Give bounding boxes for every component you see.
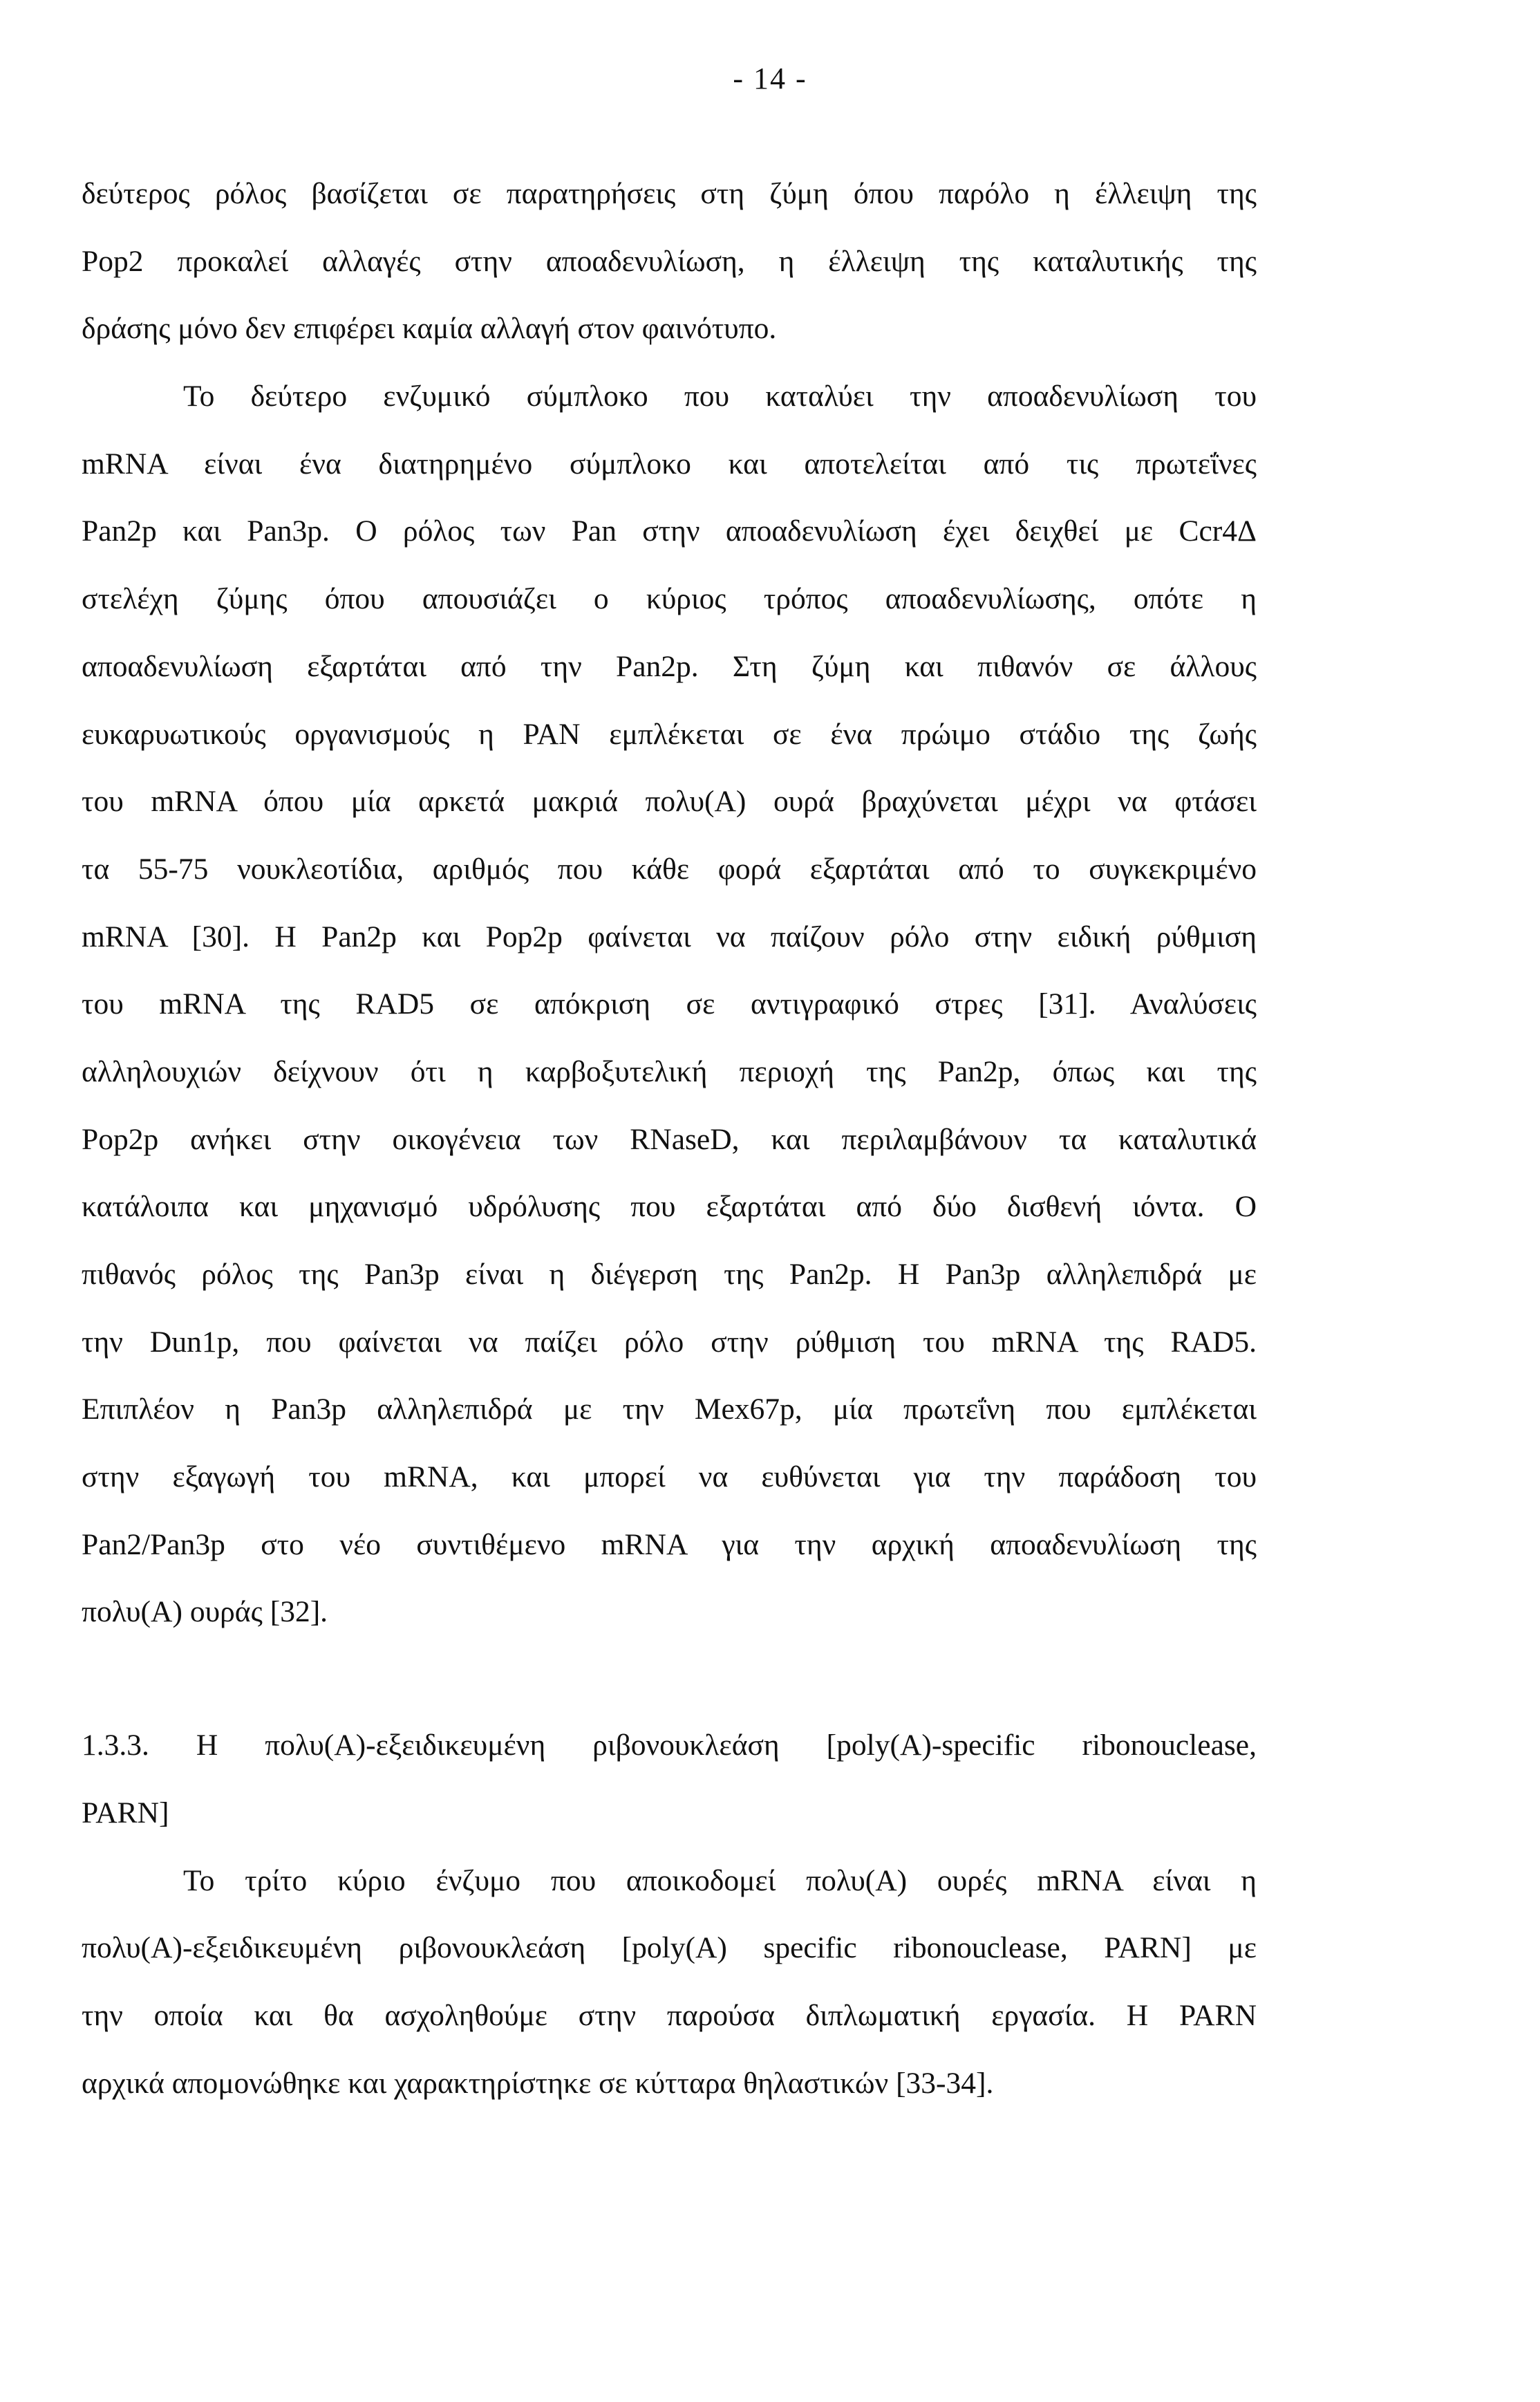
text-line: δεύτερος ρόλος βασίζεται σε παρατηρήσεις στη ζύμη όπου παρόλο η έλλειψη της [82, 177, 1257, 210]
heading-line: 1.3.3. Η πολυ(Α)-εξειδικευμένη ριβονουκλεάση [poly(A)-specific ribonouclease, [82, 1729, 1257, 1762]
text-line: Το τρίτο κύριο ένζυμο που αποικοδομεί πολυ(Α) ουρές mRNA είναι η [183, 1863, 1257, 1897]
text-line: mRNA [30]. Η Pan2p και Pop2p φαίνεται να παίζουν ρόλο στην ειδική ρύθμιση [82, 920, 1257, 953]
text-line: Pop2p ανήκει στην οικογένεια των RNaseD, και περιλαμβάνουν τα καταλυτικά [82, 1122, 1257, 1156]
text-line: αρχικά απομονώθηκε και χαρακτηρίστηκε σε κύτταρα θηλαστικών [33-34]. [82, 2066, 994, 2100]
text-line: Pan2/Pan3p στο νέο συντιθέμενο mRNA για την αρχική αποαδενυλίωση της [82, 1527, 1257, 1561]
text-line: στην εξαγωγή του mRNA, και μπορεί να ευθύνεται για την παράδοση του [82, 1460, 1257, 1494]
text-line: mRNA είναι ένα διατηρημένο σύμπλοκο και αποτελείται από τις πρωτεΐνες [82, 447, 1257, 481]
text-line: Το δεύτερο ενζυμικό σύμπλοκο που καταλύει την αποαδενυλίωση του [183, 380, 1257, 413]
text-line: την Dun1p, που φαίνεται να παίζει ρόλο στην ρύθμιση του mRNA της RAD5. [82, 1325, 1257, 1359]
paragraph-continued [82, 160, 1257, 363]
paragraph-pan2-pan3 [82, 363, 1257, 1646]
text-line: πολυ(Α) ουράς [32]. [82, 1595, 328, 1629]
text-line: την οποία και θα ασχοληθούμε στην παρούσα διπλωματική εργασία. Η PARN [82, 1998, 1257, 2032]
text-line: τα 55-75 νουκλεοτίδια, αριθμός που κάθε φορά εξαρτάται από το συγκεκριμένο [82, 852, 1257, 886]
text-line: πιθανός ρόλος της Pan3p είναι η διέγερση της Pan2p. Η Pan3p αλληλεπιδρά με [82, 1258, 1257, 1291]
document-body [82, 160, 1257, 2117]
text-line: Pan2p και Pan3p. O ρόλος των Pan στην αποαδενυλίωση έχει δειχθεί με Ccr4Δ [82, 514, 1257, 548]
text-line: του mRNA της RAD5 σε απόκριση σε αντιγραφικό στρες [31]. Αναλύσεις [82, 987, 1257, 1021]
text-line: αποαδενυλίωση εξαρτάται από την Pan2p. Στη ζύμη και πιθανόν σε άλλους [82, 649, 1257, 683]
heading-line: PARN] [82, 1796, 169, 1830]
text-line: του mRNA όπου μία αρκετά μακριά πολυ(Α) ουρά βραχύνεται μέχρι να φτάσει [82, 785, 1257, 819]
text-line: Pop2 προκαλεί αλλαγές στην αποαδενυλίωση, η έλλειψη της καταλυτικής της [82, 244, 1257, 278]
section-heading [82, 1712, 1257, 1847]
section-spacer [82, 1646, 1257, 1712]
paragraph-parn [82, 1847, 1257, 2118]
text-line: πολυ(Α)-εξειδικευμένη ριβονουκλεάση [poly(A) specific ribonouclease, PARN] με [82, 1931, 1257, 1965]
text-line: Επιπλέον η Pan3p αλληλεπιδρά με την Mex67p, μία πρωτεΐνη που εμπλέκεται [82, 1393, 1257, 1426]
text-line: ευκαρυωτικούς οργανισμούς η PAN εμπλέκεται σε ένα πρώιμο στάδιο της ζωής [82, 717, 1257, 751]
page-number: - 14 - [733, 62, 807, 95]
text-line: στελέχη ζύμης όπου απουσιάζει ο κύριος τρόπος αποαδενυλίωσης, οπότε η [82, 582, 1257, 616]
text-line: κατάλοιπα και μηχανισμό υδρόλυσης που εξαρτάται από δύο δισθενή ιόντα. Ο [82, 1190, 1257, 1224]
text-line: δράσης μόνο δεν επιφέρει καμία αλλαγή στον φαινότυπο. [82, 312, 777, 346]
text-line: αλληλουχιών δείχνουν ότι η καρβοξυτελική περιοχή της Pan2p, όπως και της [82, 1054, 1257, 1088]
